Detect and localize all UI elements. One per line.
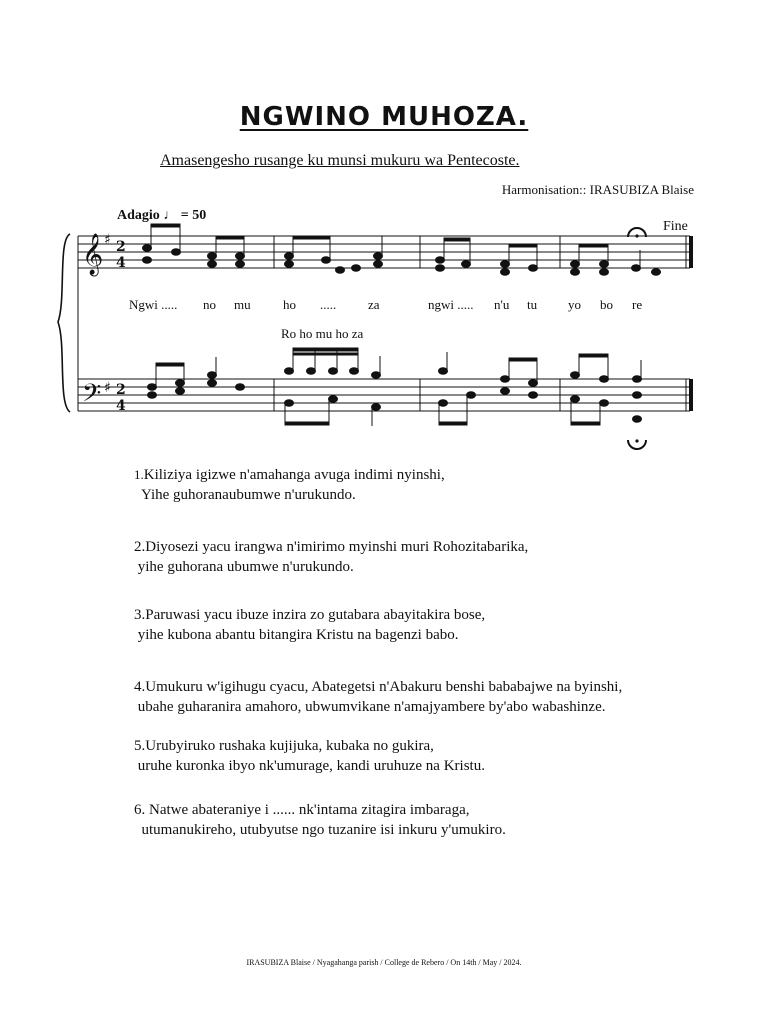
verse-2	[134, 537, 528, 577]
sharp-icon: ♯	[104, 380, 111, 396]
lyric-syllable: mu	[234, 297, 251, 312]
subtitle: Amasengesho rusange ku munsi mukuru wa Pentecoste.	[160, 152, 520, 169]
svg-text:2: 2	[116, 382, 126, 398]
verse-4	[134, 677, 622, 717]
music-score	[0, 0, 768, 460]
lyric-syllable: tu	[527, 297, 538, 312]
verse-1	[134, 465, 445, 505]
tempo-marking: Adagio ♩ = 50	[117, 208, 207, 223]
verse-6	[134, 800, 506, 840]
treble-clef-icon: 𝄞	[82, 234, 104, 275]
verse-number: 5.	[134, 738, 146, 754]
lyric-syllable: no	[203, 297, 216, 312]
lyric-syllable: ho	[283, 297, 296, 312]
verse-line: Urubyiruko rushaka kujijuka, kubaka no gukira,	[145, 738, 434, 754]
lyric-syllable: .....	[320, 297, 337, 312]
verse-5	[134, 736, 485, 776]
lyric-line-2: Ro ho mu ho za	[281, 326, 364, 341]
lyric-syllable: bo	[600, 297, 613, 312]
bass-staff	[78, 379, 690, 411]
footer: IRASUBIZA Blaise / Nyagahanga parish / College de Rebero / On 14th / May / 2024.	[246, 958, 522, 967]
harmonisation-credit: Harmonisation:: IRASUBIZA Blaise	[501, 182, 694, 197]
lyric-syllable: yo	[568, 297, 581, 312]
lyric-syllable: n'u	[494, 297, 510, 312]
lyric-syllable: za	[368, 297, 380, 312]
svg-text:4: 4	[116, 255, 126, 271]
verse-line: ubahe guharanira amahoro, ubwumvikane n'amajyambere by'abo wabashinze.	[137, 699, 606, 715]
title-text: NGWINO MUHOZA.	[239, 102, 529, 132]
sharp-icon: ♯	[104, 232, 111, 248]
svg-text:2: 2	[116, 239, 126, 255]
verse-line: Diyosezi yacu irangwa n'imirimo myinshi muri Rohozitabarika,	[145, 539, 529, 555]
bass-clef-icon: 𝄢	[82, 379, 102, 414]
verse-line: Yihe guhoranaubumwe n'urukundo.	[140, 487, 356, 503]
lyric-syllable: ngwi .....	[428, 297, 474, 312]
lyric-syllable: re	[632, 297, 643, 312]
verse-number: 1.	[134, 467, 144, 482]
verse-line: yihe guhorana ubumwe n'urukundo.	[137, 559, 354, 575]
fine-marking: Fine	[663, 219, 688, 234]
verse-line: utumanukireho, utubyutse ngo tuzanire isi inkuru y'umukiro.	[141, 822, 506, 838]
treble-staff	[78, 236, 690, 268]
verse-line: Kiliziya igizwe n'amahanga avuga indimi nyinshi,	[143, 467, 445, 483]
verse-line: Umukuru w'igihugu cyacu, Abategetsi n'Abakuru benshi bababajwe na byinshi,	[145, 679, 623, 695]
verse-number: 3.	[134, 607, 146, 623]
verse-line: yihe kubona abantu bitangira Kristu na bagenzi babo.	[137, 627, 459, 643]
time-signature	[116, 239, 126, 414]
verse-3	[134, 605, 485, 645]
brace	[58, 234, 70, 412]
verse-line: Natwe abateraniye i ...... nk'intama zitagira imbaraga,	[149, 802, 470, 818]
verse-line: Paruwasi yacu ibuze inzira zo gutabara abayitakira bose,	[145, 607, 486, 623]
svg-text:4: 4	[116, 398, 126, 414]
lyric-syllable: Ngwi .....	[129, 297, 178, 312]
verse-line: uruhe kuronka ibyo nk'umurage, kandi uruhuze na Kristu.	[137, 758, 485, 774]
verse-number: 4.	[134, 679, 146, 695]
verse-number: 2.	[134, 539, 146, 555]
verse-number: 6.	[134, 802, 149, 818]
